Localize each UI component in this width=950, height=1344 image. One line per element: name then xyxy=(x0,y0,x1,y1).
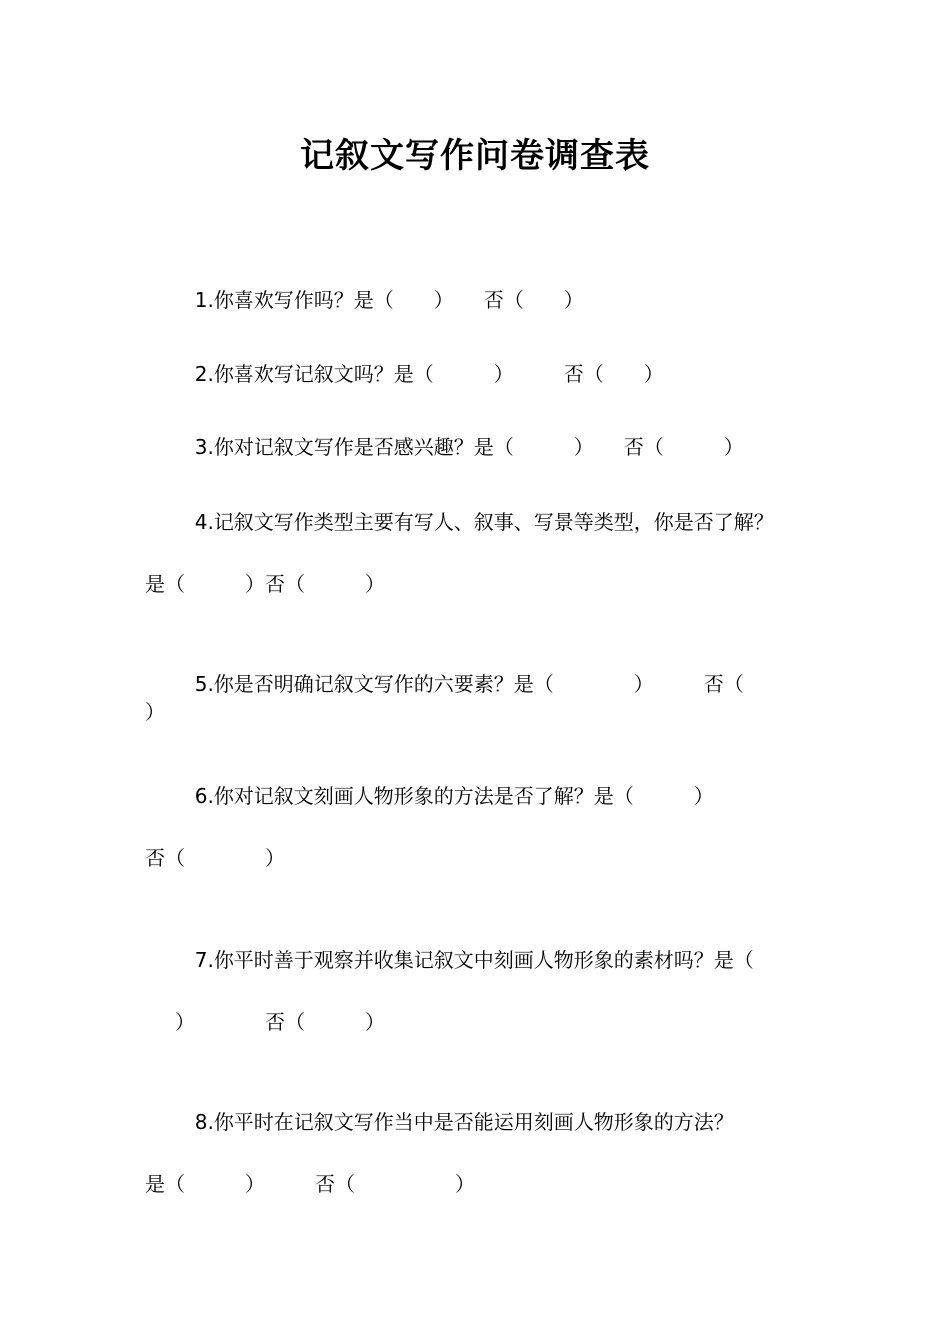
question-8 xyxy=(182,1080,734,1136)
question-6-answer-line: 否（ ） xyxy=(145,846,285,870)
question-number: 1. xyxy=(194,288,214,312)
question-text: 你喜欢写记叙文吗？是（ ） 否（ ） xyxy=(213,362,664,386)
question-4 xyxy=(182,480,774,536)
question-5 xyxy=(182,642,744,698)
question-text: 你对记叙文写作是否感兴趣？是（ ） 否（ ） xyxy=(213,435,744,459)
question-7-answer-line: ） 否（ ） xyxy=(155,1010,385,1034)
question-number: 2. xyxy=(194,362,214,386)
question-text: 记叙文写作类型主要有写人、叙事、写景等类型，你是否了解？ xyxy=(213,510,774,534)
question-number: 8. xyxy=(194,1110,214,1134)
question-text: 你是否明确记叙文写作的六要素？是（ ） 否（ xyxy=(213,672,744,696)
question-3 xyxy=(182,405,744,461)
question-number: 4. xyxy=(194,510,214,534)
question-number: 7. xyxy=(194,948,214,972)
document-title: 记叙文写作问卷调查表 xyxy=(300,136,650,176)
question-number: 5. xyxy=(194,672,214,696)
question-5-answer-line: ） xyxy=(145,700,165,724)
question-8-answer-line: 是（ ） 否（ ） xyxy=(145,1172,475,1196)
question-text: 你平时在记叙文写作当中是否能运用刻画人物形象的方法？ xyxy=(213,1110,734,1134)
question-6 xyxy=(182,754,714,810)
question-7 xyxy=(182,918,754,974)
question-text: 你平时善于观察并收集记叙文中刻画人物形象的素材吗？是（ xyxy=(213,948,754,972)
question-4-answer-line: 是（ ）否（ ） xyxy=(145,572,385,596)
question-text: 你喜欢写作吗？是（ ） 否（ ） xyxy=(213,288,584,312)
question-number: 3. xyxy=(194,435,214,459)
question-2 xyxy=(182,332,664,388)
question-number: 6. xyxy=(194,784,214,808)
question-1 xyxy=(182,258,584,314)
question-text: 你对记叙文刻画人物形象的方法是否了解？是（ ） xyxy=(213,784,714,808)
